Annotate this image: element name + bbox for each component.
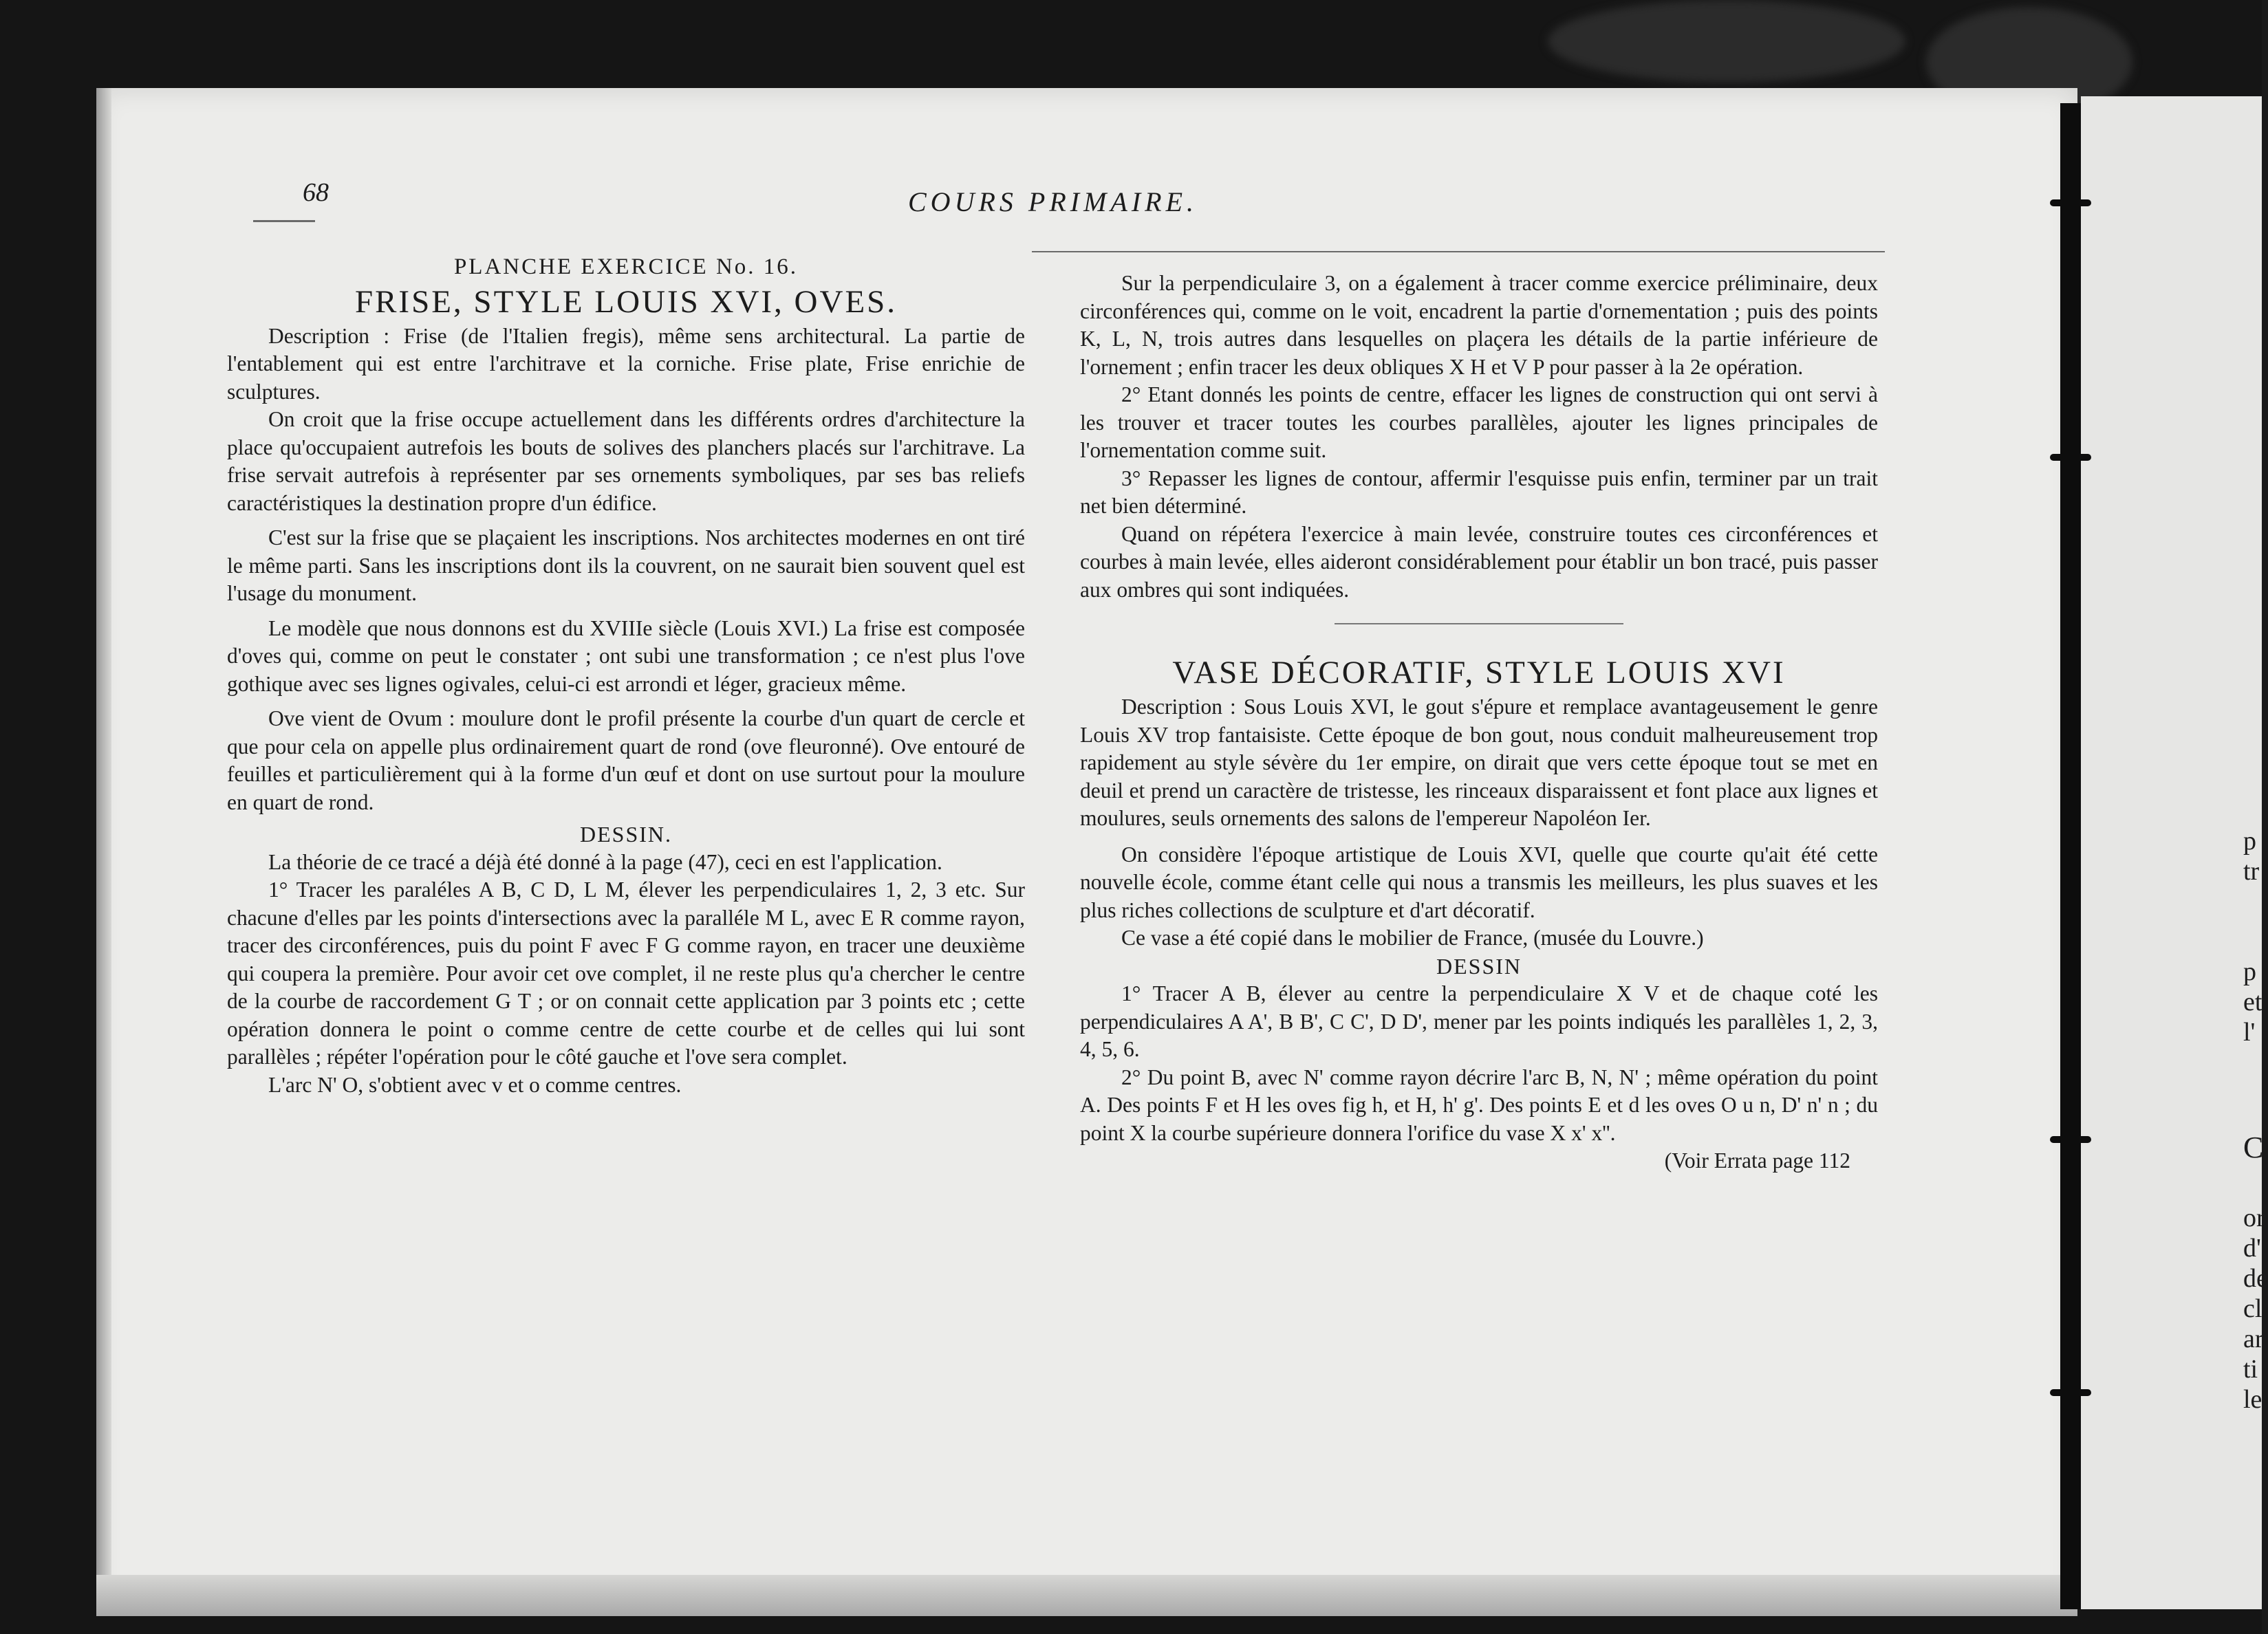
fragment: et <box>2243 988 2262 1016</box>
binding-stitch <box>2050 1389 2091 1396</box>
left-column <box>227 253 1025 1099</box>
fragment: le <box>2243 1385 2262 1414</box>
page-edge <box>96 88 111 1615</box>
fragment: ar <box>2243 1325 2264 1353</box>
paragraph: Description : Frise (de l'Italien fregis), même sens architectural. La partie de l'entablement qui est entre l'architrave et la corniche. Frise plate, Frise enrichie de sculptures. <box>227 323 1025 404</box>
fragment: or <box>2243 1203 2265 1232</box>
paragraph: Ove vient de Ovum : moulure dont le profil présente la courbe d'un quart de cercle et que pour cela on appelle plus ordinairement quart de rond (ove fleuronné). Ove entouré de feuilles et particulièrement qui à la forme d'un œuf et dont on use surtout pour la moulure en quart de rond. <box>227 706 1025 814</box>
paragraph: C'est sur la frise que se plaçaient les inscriptions. Nos architectes modernes en ont tiré le même parti. Sans les inscriptions dont ils la couvrent, on ne saurait bien souvent quel est l'usage du monument. <box>227 525 1025 605</box>
section-divider <box>1335 623 1623 624</box>
paragraph: 1° Tracer les paraléles A B, C D, L M, élever les perpendiculaires 1, 2, 3 etc. Sur chacune d'elles par les points d'intersections avec la paralléle M L, avec E R comme rayon, tracer des circonférences, puis du point F avec F G comme rayon, en tracer une deuxième qui coupera la première. Pour avoir cet ove complet, il ne reste plus qu'a chercher le centre de la courbe de raccordement G T ; or on connait cette application par 3 points etc ; cette opération donnera le point o comme centre de cette courbe et de celles qui lui sont parallèles ; répéter l'opération pour le côté gauche et l'ove sera complet. <box>227 878 1025 1069</box>
fragment: p <box>2243 957 2256 986</box>
sub-heading: DESSIN <box>1436 953 1522 979</box>
running-title: COURS PRIMAIRE. <box>908 186 1198 217</box>
section-title: VASE DÉCORATIF, STYLE LOUIS XVI <box>1172 655 1786 690</box>
paragraph: Quand on répétera l'exercice à main levée, construire toutes ces circonférences et courbes à main levée, elles aideront considérablement pour établir un bon tracé, puis passer aux ombres qui sont indiquées. <box>1080 521 1878 602</box>
header-rule <box>253 220 315 222</box>
paragraph: On croit que la frise occupe actuellement dans les différents ordres d'architecture la place qu'occupaient autrefois les bouts de solives des planchers placés sur l'architrave. La frise servait autrefois à représenter par ses ornements symboliques, par ses bas reliefs caractéristiques la destination propre d'un édifice. <box>227 407 1025 515</box>
paragraph: L'arc N' O, s'obtient avec v et o comme centres. <box>268 1072 682 1097</box>
paragraph: 1° Tracer A B, élever au centre la perpendiculaire X V et de chaque coté les perpendiculaires A A', B B', C C', D D', mener par les points indiqués les parallèles 1, 2, 3, 4, 5, 6. <box>1080 981 1878 1061</box>
paragraph: 2° Du point B, avec N' comme rayon décrire l'arc B, N, N' ; même opération du point A. Des points F et H les oves fig h, et H, h' g'. Des points E et d les oves O u n, D' n' n ; du point X la courbe supérieure donnera l'orifice du vase X x' x''. <box>1080 1065 1878 1145</box>
plate-heading: PLANCHE EXERCICE No. 16. <box>453 254 799 279</box>
section-title: FRISE, STYLE LOUIS XVI, OVES. <box>354 283 898 320</box>
fragment: p <box>2243 827 2256 856</box>
binding-stitch <box>2050 1136 2091 1143</box>
book-gutter <box>2060 103 2081 1609</box>
paragraph: 2° Etant donnés les points de centre, effacer les lignes de construction qui ont servi à les trouver et tracer toutes les courbes parallèles, ajouter les lignes principales de l'ornementation comme suit. <box>1080 382 1878 462</box>
fragment: C <box>2243 1131 2264 1164</box>
paragraph: Ce vase a été copié dans le mobilier de France, (musée du Louvre.) <box>1121 926 1704 950</box>
errata-note: (Voir Errata page 112 <box>1664 1148 1850 1173</box>
paragraph: Sur la perpendiculaire 3, on a également à tracer comme exercice préliminaire, deux circonférences qui, comme on le voit, encadrent la partie d'ornementation ; puis des points K, L, N, trois autres dans lesquelles on plaçera les détails de la partie inférieure de l'ornement ; enfin tracer les deux obliques X H et V P pour passer à la 2e opération. <box>1080 271 1878 379</box>
paragraph: Description : Sous Louis XVI, le gout s'épure et remplace avantageusement le genre Louis XV trop fantaisiste. Cette époque de bon gout, nous conduit malheureusement trop rapidement au style sévère du 1er empire, on dirait que vers cette époque tout se met en deuil et prend un caractère de tristesse, les rinceaux disparaissent et font place aux lignes et moulures, seuls ornements des salons de l'empereur Napoléon Ier. <box>1080 695 1878 830</box>
fragment: cl <box>2243 1294 2262 1323</box>
fragment: l' <box>2243 1018 2256 1047</box>
paragraph: La théorie de ce tracé a déjà été donné à la page (47), ceci en est l'application. <box>268 849 942 874</box>
right-column <box>1080 270 1878 1175</box>
page-bottom-edge <box>96 1575 2077 1616</box>
adjacent-page <box>2081 96 2268 1609</box>
page-number: 68 <box>303 178 329 207</box>
scan-shadow <box>1548 0 1905 83</box>
sub-heading: DESSIN. <box>579 822 672 847</box>
fragment: de <box>2243 1264 2268 1293</box>
fragment: tr <box>2243 857 2260 886</box>
fragment: ti <box>2243 1355 2258 1384</box>
paragraph: Le modèle que nous donnons est du XVIIIe siècle (Louis XVI.) La frise est composée d'oves qui, comme on peut le constater ; ont subi une transformation ; ce n'est plus l'ove gothique avec ses lignes ogivales, celui-ci est arrondi et léger, gracieux même. <box>227 616 1025 696</box>
fragment: d' <box>2243 1234 2261 1263</box>
paragraph: On considère l'époque artistique de Louis XVI, quelle que courte qu'ait été cette nouvelle école, comme étant celle qui nous a transmis les meilleurs, les plus suaves et les plus riches collections de sculpture et d'art décoratif. <box>1080 842 1878 922</box>
binding-stitch <box>2050 199 2091 206</box>
binding-stitch <box>2050 454 2091 461</box>
paragraph: 3° Repasser les lignes de contour, affermir l'esquisse puis enfin, terminer par un trait net bien déterminé. <box>1080 466 1878 518</box>
header-rule <box>1032 251 1885 252</box>
